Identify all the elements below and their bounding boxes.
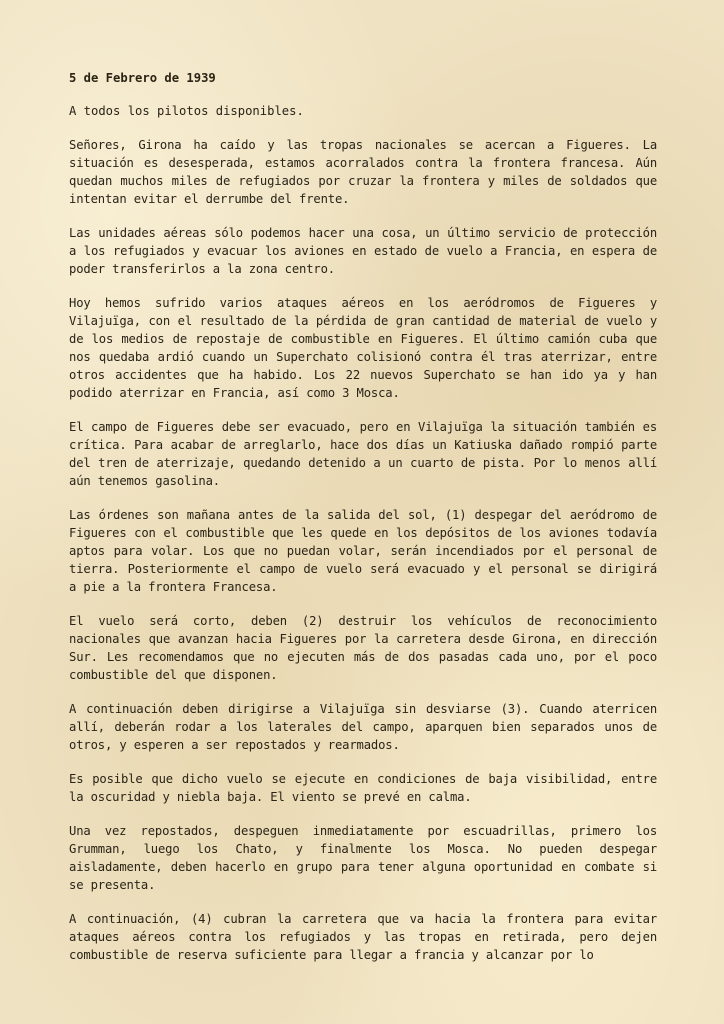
paragraph-short-flight: El vuelo será corto, deben (2) destruir los vehículos de reconocimiento nacionales que avanzan hacia Figueres por la carretera desde Girona, en dirección Sur. Les recomendamos que no ejecuten más de dos pasadas cada uno, por el poco combustible del que disponen.: [69, 614, 657, 682]
letter-date: 5 de Febrero de 1939: [69, 71, 216, 85]
paragraph-visibility: Es posible que dicho vuelo se ejecute en condiciones de baja visibilidad, entre la oscuridad y niebla baja. El viento se prevé en calma.: [69, 772, 657, 804]
paragraph-girona-fallen: Señores, Girona ha caído y las tropas nacionales se acercan a Figueres. La situación es desesperada, estamos acorralados contra la frontera francesa. Aún quedan muchos miles de refugiados por cruzar la frontera y miles de soldados que intentan evitar el derrumbe del frente.: [69, 138, 657, 206]
letter-salutation: A todos los pilotos disponibles.: [69, 104, 304, 118]
paragraph-road-cover: A continuación, (4) cubran la carretera que va hacia la frontera para evitar ataques aéreos contra los refugiados y las tropas en retirada, pero dejen combustible de reserva suficiente para llegar a francia y alcanzar por lo: [69, 912, 657, 962]
paragraph-vilajuiga: A continuación deben dirigirse a Vilajuïga sin desviarse (3). Cuando aterricen allí, deberán rodar a los laterales del campo, aparquen bien separados unos de otros, y esperen a ser repostados y rearmados.: [69, 702, 657, 752]
paragraph-air-attacks: Hoy hemos sufrido varios ataques aéreos en los aeródromos de Figueres y Vilajuïga, con el resultado de la pérdida de gran cantidad de material de vuelo y de los medios de repostaje de combustible en Figueres. El último camión cuba que nos quedaba ardió cuando un Superchato colisionó contra él tras aterrizar, entre otros accidentes que ha habido. Los 22 nuevos Superchato se han ido ya y han podido aterrizar en Francia, así como 3 Mosca.: [69, 296, 657, 400]
paragraph-air-units: Las unidades aéreas sólo podemos hacer una cosa, un último servicio de protección a los refugiados y evacuar los aviones en estado de vuelo a Francia, en espera de poder transferirlos a la zona centro.: [69, 226, 657, 276]
paragraph-orders: Las órdenes son mañana antes de la salida del sol, (1) despegar del aeródromo de Figueres con el combustible que les quede en los depósitos de los aviones todavía aptos para volar. Los que no puedan volar, serán incendiados por el personal de tierra. Posteriormente el campo de vuelo será evacuado y el personal se dirigirá a pie a la frontera Francesa.: [69, 508, 657, 594]
paragraph-takeoff-order: Una vez repostados, despeguen inmediatamente por escuadrillas, primero los Grumman, luego los Chato, y finalmente los Mosca. No pueden despegar aisladamente, deben hacerlo en grupo para tener alguna oportunidad en combate si se presenta.: [69, 824, 657, 892]
paragraph-figueres-evacuation: El campo de Figueres debe ser evacuado, pero en Vilajuïga la situación también es crítica. Para acabar de arreglarlo, hace dos días un Katiuska dañado rompió parte del tren de aterrizaje, quedando detenido a un cuarto de pista. Por lo menos allí aún tenemos gasolina.: [69, 420, 657, 488]
